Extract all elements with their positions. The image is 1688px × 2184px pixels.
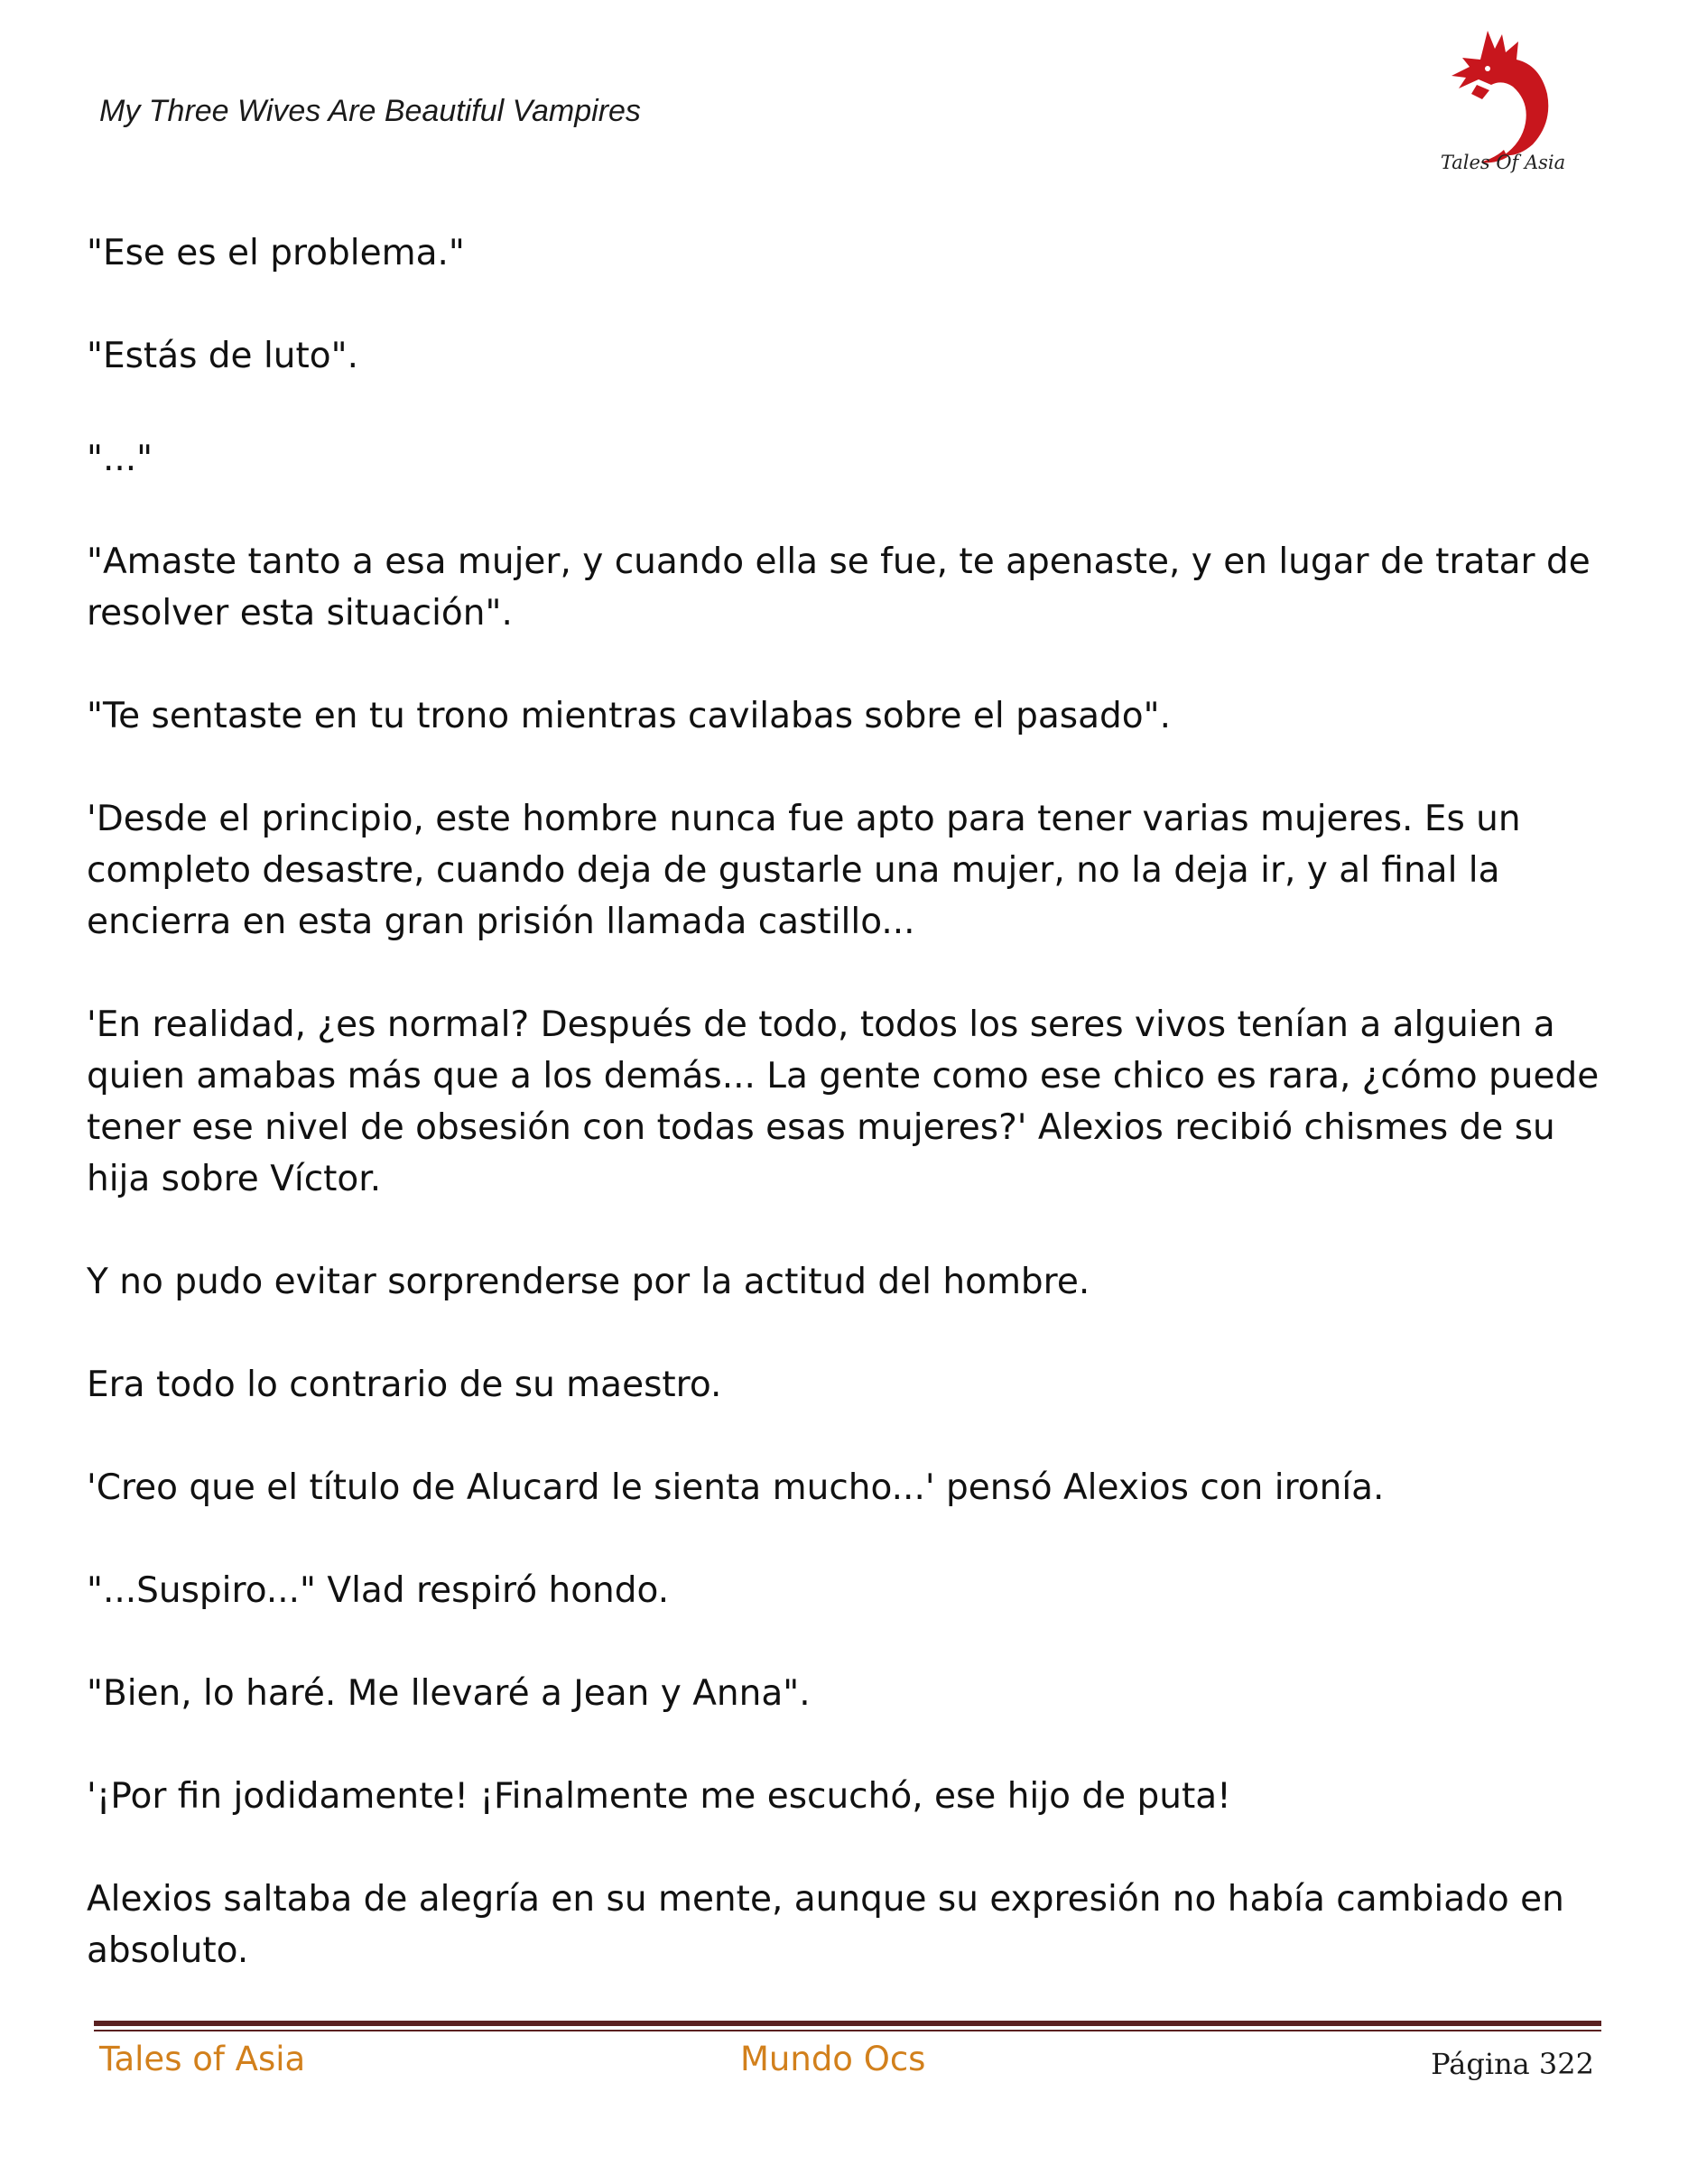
paragraph: Y no pudo evitar sorprenderse por la actitud del hombre. [87, 1262, 1090, 1302]
paragraph: "Amaste tanto a esa mujer, y cuando ella se fue, te apenaste, y en lugar de tratar de resolver esta situación". [87, 541, 1591, 634]
paragraph: 'Desde el principio, este hombre nunca fue apto para tener varias mujeres. Es un completo desastre, cuando deja de gustarle una mujer, no la deja ir, y al final la encierra en esta gran prisión llamada castillo... [87, 799, 1521, 942]
paragraph: "Estás de luto". [87, 336, 358, 376]
paragraph: "Te sentaste en tu trono mientras cavilabas sobre el pasado". [87, 696, 1171, 736]
footer-rule-thick [94, 2021, 1601, 2026]
logo-caption: Tales Of Asia [1440, 152, 1566, 173]
paragraph: "...Suspiro..." Vlad respiró hondo. [87, 1570, 670, 1611]
paragraph: "..." [87, 439, 153, 479]
paragraph: "Ese es el problema." [87, 233, 465, 273]
footer-section: Mundo Ocs [740, 2040, 926, 2078]
chapter-body [87, 227, 1612, 2028]
footer-publisher: Tales of Asia [99, 2040, 306, 2078]
paragraph: "Bien, lo haré. Me llevaré a Jean y Anna". [87, 1673, 811, 1714]
book-title: My Three Wives Are Beautiful Vampires [99, 94, 641, 128]
paragraph: Era todo lo contrario de su maestro. [87, 1365, 722, 1405]
footer-rule-thin [94, 2030, 1601, 2031]
paragraph: 'Creo que el título de Alucard le sienta mucho...' pensó Alexios con ironía. [87, 1467, 1385, 1508]
page-number: Página 322 [1431, 2047, 1594, 2081]
paragraph: Alexios saltaba de alegría en su mente, aunque su expresión no había cambiado en absoluto. [87, 1879, 1564, 1971]
paragraph: '¡Por fin jodidamente! ¡Finalmente me escuchó, ese hijo de puta! [87, 1776, 1231, 1817]
paragraph: 'En realidad, ¿es normal? Después de todo, todos los seres vivos tenían a alguien a quien amabas más que a los demás... La gente como ese chico es rara, ¿cómo puede tener ese nivel de obsesión con todas esas mujeres?' Alexios recibió chismes de su hija sobre Víctor. [87, 1004, 1600, 1199]
